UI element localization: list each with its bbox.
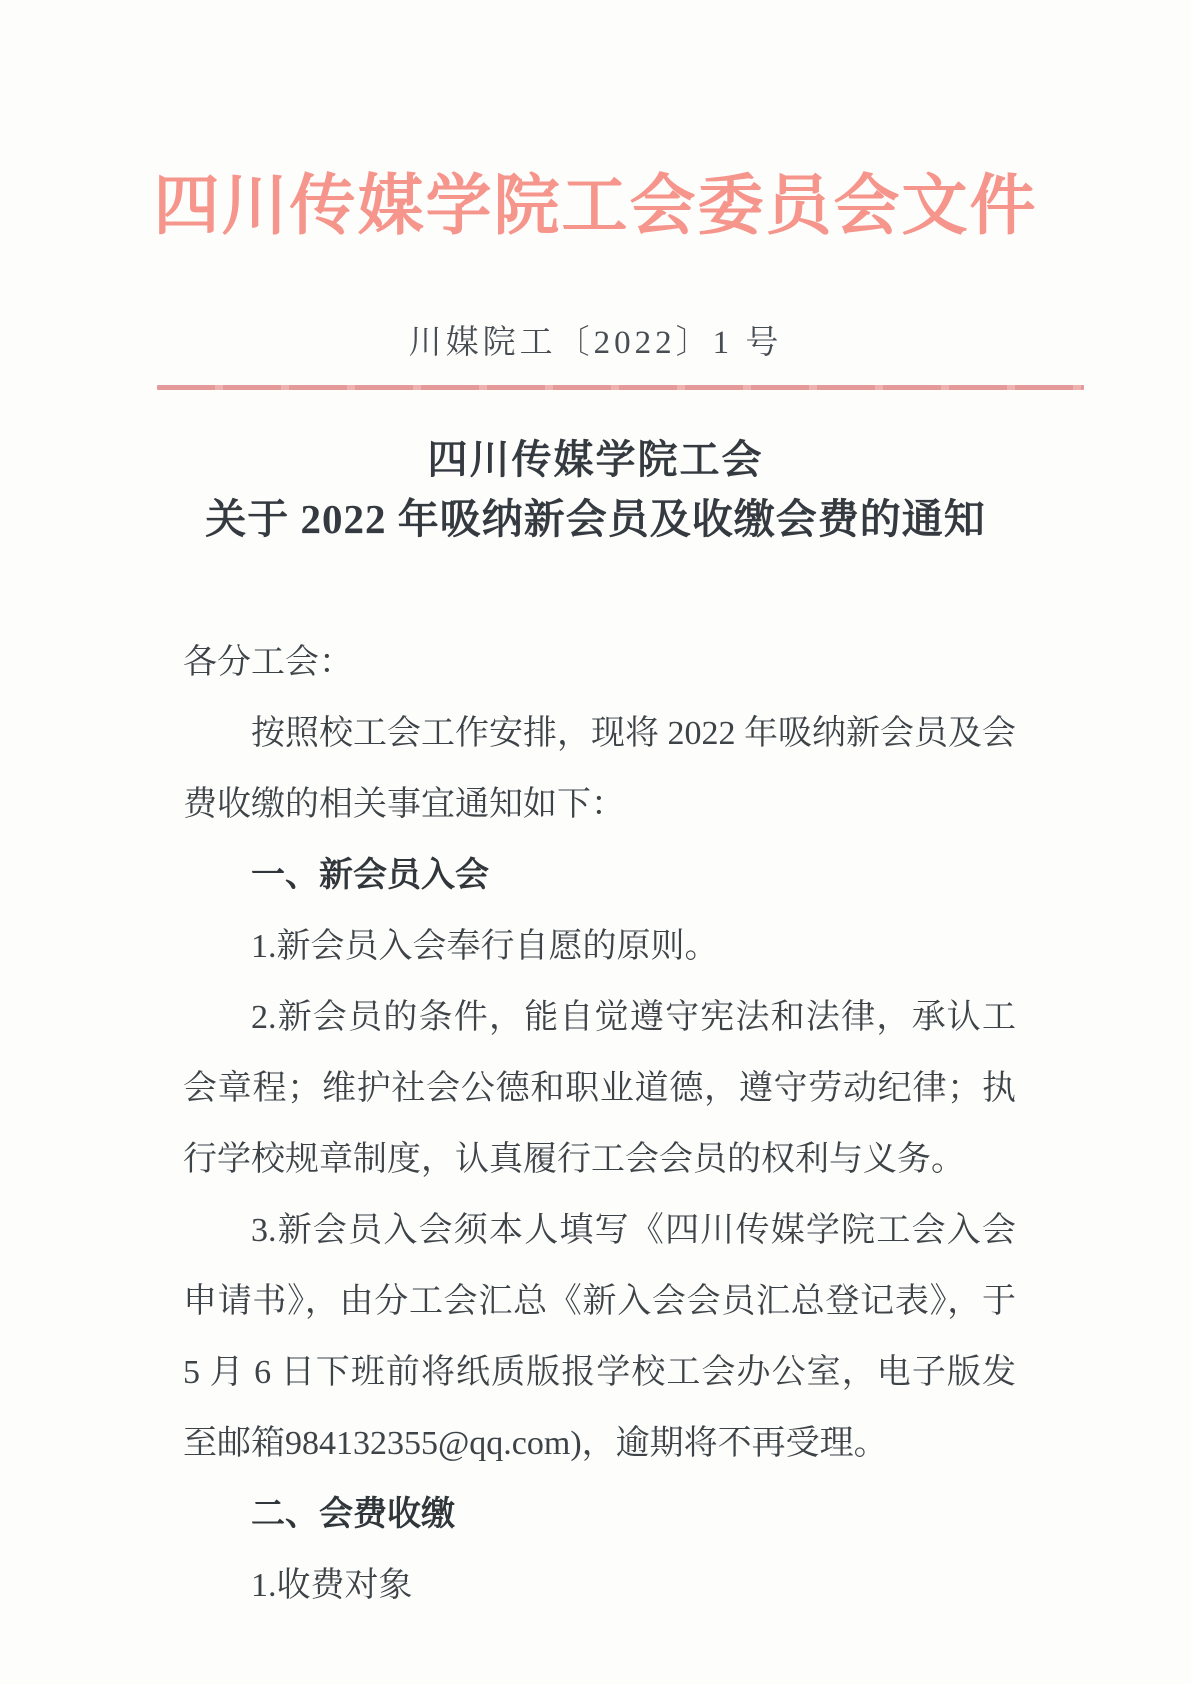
red-separator-rule [157,385,1084,390]
doc-title-line2: 关于 2022 年吸纳新会员及收缴会费的通知 [205,496,986,542]
body-paragraph: 3.新会员入会须本人填写《四川传媒学院工会入会申请书》，由分工会汇总《新入会会员汇总登记表》，于 5 月 6 日下班前将纸质版报学校工会办公室，电子版发至邮箱984132355@qq.com)，逾期将不再受理。 [183,1212,1016,1462]
document-body [183,627,1016,1621]
body-paragraph: 2.新会员的条件，能自觉遵守宪法和法律，承认工会章程；维护社会公德和职业道德，遵守劳动纪律；执行学校规章制度，认真履行工会会员的权利与义务。 [183,999,1016,1178]
doc-number: 川媒院工〔2022〕1 号 [408,325,783,361]
banner-title: 四川传媒学院工会委员会文件 [153,168,1038,242]
body-paragraph: 按照校工会工作安排，现将 2022 年吸纳新会员及会费收缴的相关事宜通知如下： [183,715,1016,823]
section-heading-1: 一、新会员入会 [251,857,489,894]
body-paragraph: 1.新会员入会奉行自愿的原则。 [251,928,719,965]
section-heading-2: 二、会费收缴 [251,1496,455,1533]
body-paragraph: 1.收费对象 [251,1567,413,1604]
salutation: 各分工会： [183,644,353,681]
doc-title-line1: 四川传媒学院工会 [427,437,764,482]
